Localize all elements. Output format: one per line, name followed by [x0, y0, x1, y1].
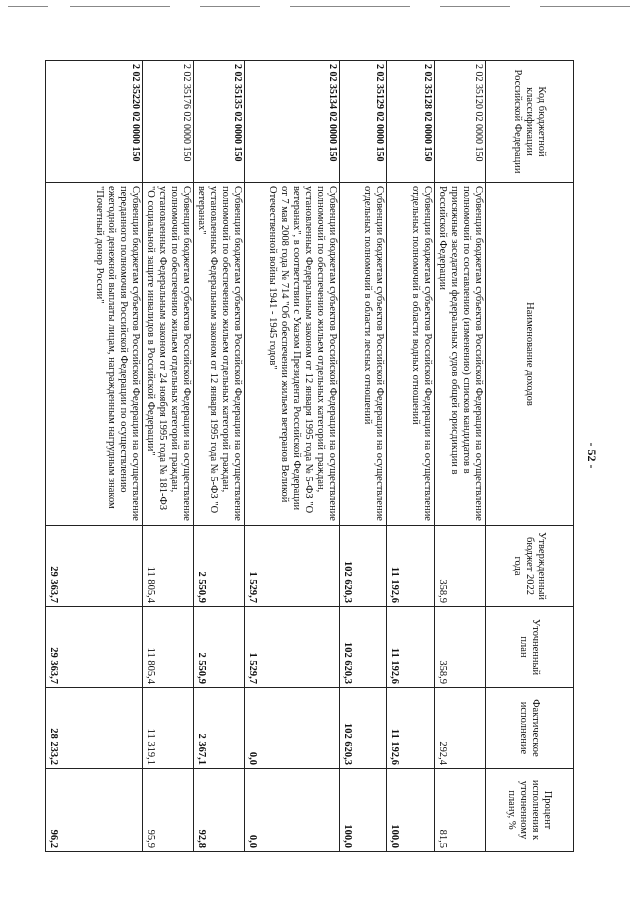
table-row — [387, 61, 435, 852]
row-code: 2 02 35176 02 0000 150 — [143, 61, 194, 183]
row-percent: 100,0 — [387, 769, 435, 852]
row-name: Субвенции бюджетам субъектов Российской Федерации на осуществление отдельных полномочий в области водных отношений — [387, 183, 435, 526]
scan-artifact — [0, 0, 640, 14]
row-percent: 81,5 — [435, 769, 486, 852]
row-specified: 358,9 — [435, 607, 486, 688]
row-percent: 92,8 — [194, 769, 245, 852]
row-name: Субвенции бюджетам субъектов Российской Федерации на осуществление переданного полномочия Российской Федерации по осуществлению ежегодной денежной выплаты лицам, награжденным нагрудным знаком "Почетный донор России" — [46, 183, 143, 526]
revenue-table — [45, 60, 574, 852]
row-approved: 29 363,7 — [46, 526, 143, 607]
row-percent: 95,9 — [143, 769, 194, 852]
row-actual: 292,4 — [435, 688, 486, 769]
row-approved: 1 529,7 — [245, 526, 340, 607]
row-approved: 11 192,6 — [387, 526, 435, 607]
row-specified: 1 529,7 — [245, 607, 340, 688]
rotated-page — [48, 60, 599, 851]
row-code: 2 02 35220 02 0000 150 — [46, 61, 143, 183]
row-actual: 0,0 — [245, 688, 340, 769]
row-specified: 11 805,4 — [143, 607, 194, 688]
row-specified: 102 620,3 — [340, 607, 387, 688]
row-code: 2 02 35120 02 0000 150 — [435, 61, 486, 183]
row-percent: 100,0 — [340, 769, 387, 852]
header-approved: Утвержденный бюджет 2022 года — [486, 526, 574, 607]
row-percent: 96,2 — [46, 769, 143, 852]
row-approved: 102 620,3 — [340, 526, 387, 607]
row-approved: 2 550,9 — [194, 526, 245, 607]
row-percent: 0,0 — [245, 769, 340, 852]
table-row — [194, 61, 245, 852]
row-code: 2 02 35135 02 0000 150 — [194, 61, 245, 183]
table-row — [340, 61, 387, 852]
row-name: Субвенции бюджетам субъектов Российской Федерации на осуществление полномочий по обеспечению жильем отдельных категорий граждан, установленных Федеральным законом от 12 января 1995 года № 5-ФЗ "О ветеранах", в соответствии с Указом Президента Российской Федерации от 7 мая 2008 года № 714 "Об обеспечении жильем ветеранов Великой Отечественной войны 1941 - 1945 годов" — [245, 183, 340, 526]
row-name: Субвенции бюджетам субъектов Российской Федерации на осуществление полномочий по обеспечению жильем отдельных категорий граждан, установленных Федеральным законом от 24 ноября 1995 года № 181-ФЗ "О социальной защите инвалидов в Российской Федерации" — [143, 183, 194, 526]
table-row — [46, 61, 143, 852]
row-actual: 2 367,1 — [194, 688, 245, 769]
row-code: 2 02 35128 02 0000 150 — [387, 61, 435, 183]
row-code: 2 02 35129 02 0000 150 — [340, 61, 387, 183]
row-actual: 11 192,6 — [387, 688, 435, 769]
row-actual: 28 233,2 — [46, 688, 143, 769]
row-approved: 358,9 — [435, 526, 486, 607]
row-code: 2 02 35134 02 0000 150 — [245, 61, 340, 183]
row-name: Субвенции бюджетам субъектов Российской Федерации на осуществление отдельных полномочий в области лесных отношений — [340, 183, 387, 526]
table-row — [143, 61, 194, 852]
page-number: - 52 - — [585, 442, 599, 469]
header-actual: Фактическое исполнение — [486, 688, 574, 769]
row-name: Субвенции бюджетам субъектов Российской Федерации на осуществление полномочий по обеспечению жильем отдельных категорий граждан, установленных Федеральным законом от 12 января 1995 года № 5-ФЗ "О ветеранах" — [194, 183, 245, 526]
header-percent: Процент исполнения к уточненному плану, % — [486, 769, 574, 852]
header-specified: Уточненный план — [486, 607, 574, 688]
row-specified: 11 192,6 — [387, 607, 435, 688]
row-specified: 29 363,7 — [46, 607, 143, 688]
table-row — [435, 61, 486, 852]
header-name: Наименование доходов — [486, 183, 574, 526]
header-code: Код бюджетной классификации Российской Федерации — [486, 61, 574, 183]
table-body — [46, 61, 486, 852]
row-approved: 11 805,4 — [143, 526, 194, 607]
table-row — [245, 61, 340, 852]
row-specified: 2 550,9 — [194, 607, 245, 688]
row-actual: 11 319,1 — [143, 688, 194, 769]
row-actual: 102 620,3 — [340, 688, 387, 769]
header-row — [486, 61, 574, 852]
row-name: Субвенции бюджетам субъектов Российской Федерации на осуществление полномочий по составлению (изменению) списков кандидатов в присяжные заседатели федеральных судов общей юрисдикции в Российской Федерации — [435, 183, 486, 526]
